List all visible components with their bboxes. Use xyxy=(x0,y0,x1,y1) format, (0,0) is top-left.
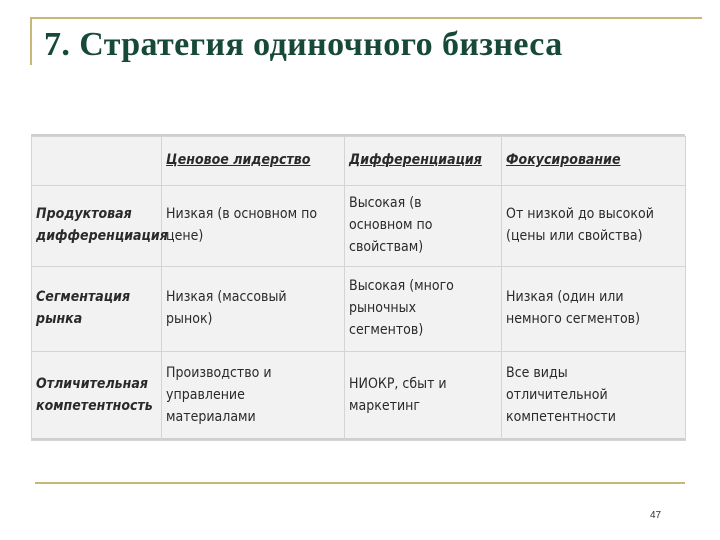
row-header-distinctive-competence: Отличительная компетентность xyxy=(32,352,149,441)
table-cell: Низкая (массовый рынок) xyxy=(162,267,327,352)
title-top-line xyxy=(30,17,702,19)
slide-title: 7. Стратегия одиночного бизнеса xyxy=(44,26,563,63)
table-cell: НИОКР, сбыт и маркетинг xyxy=(345,352,486,441)
table-cell: Низкая (один или немного сегментов) xyxy=(502,267,668,352)
table-cell: Высокая (в основном по свойствам) xyxy=(345,186,486,267)
table-row xyxy=(32,267,686,352)
table-cell: От низкой до высокой (цены или свойства) xyxy=(502,186,668,267)
column-header-focus: Фокусирование xyxy=(502,137,668,186)
footer-line xyxy=(35,482,685,484)
table-row xyxy=(32,352,686,441)
row-header-market-segmentation: Сегментация рынка xyxy=(32,267,149,352)
row-header-product-differentiation: Продуктовая дифференциация xyxy=(32,186,149,267)
corner-cell xyxy=(32,137,149,186)
table-cell: Все виды отличительной компетентности xyxy=(502,352,668,441)
table-cell: Низкая (в основном по цене) xyxy=(162,186,327,267)
column-header-differentiation: Дифференциация xyxy=(345,137,486,186)
strategy-table-grid xyxy=(31,136,686,441)
strategy-table xyxy=(31,134,685,440)
column-header-cost-leadership: Ценовое лидерство xyxy=(162,137,327,186)
table-header-row xyxy=(32,137,686,186)
page-number: 47 xyxy=(650,510,662,521)
table-cell: Высокая (много рыночных сегментов) xyxy=(345,267,486,352)
table-cell: Производство и управление материалами xyxy=(162,352,327,441)
title-left-line xyxy=(30,17,32,65)
table-row xyxy=(32,186,686,267)
